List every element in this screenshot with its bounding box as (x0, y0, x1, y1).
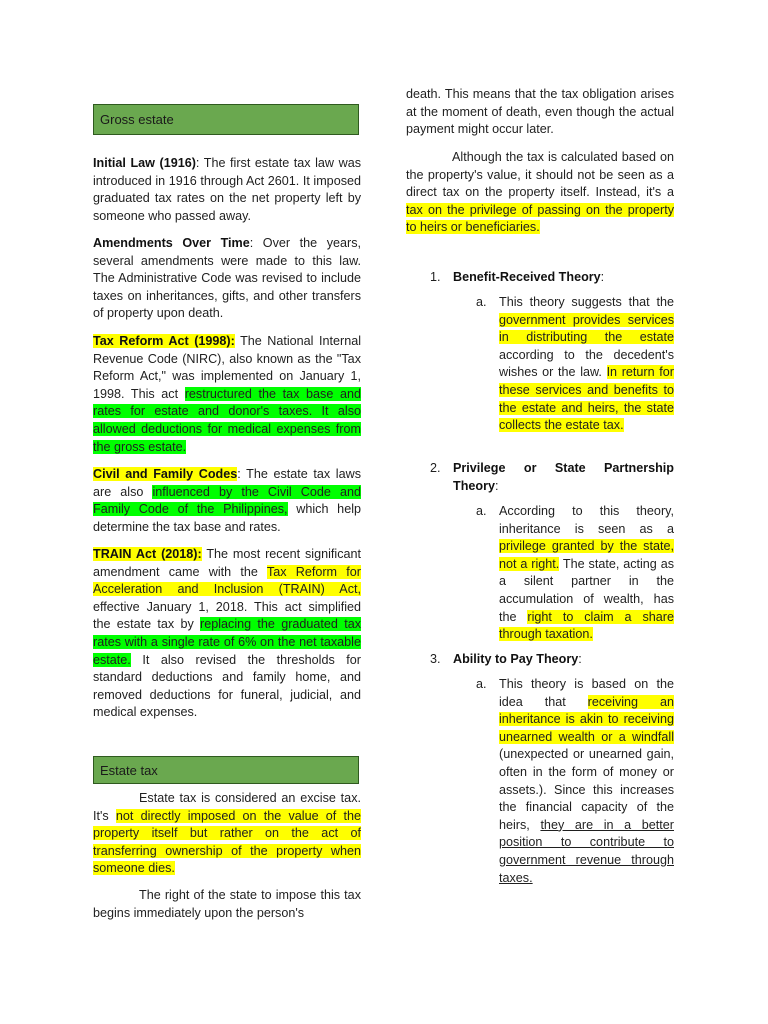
although-highlight: tax on the privilege of passing on the property to heirs or beneficiaries. (406, 202, 674, 235)
sub2-text-2: The state, acting as a silent partner in the accumulation of wealth, has the (499, 556, 674, 624)
initial-law-paragraph (93, 155, 361, 225)
civil-family-codes-paragraph (93, 466, 361, 536)
tax-reform-act-label: Tax Reform Act (1998): (93, 334, 235, 348)
ability-to-pay-title: Ability to Pay Theory (453, 652, 579, 666)
sub3-text: This theory is based on the idea that (499, 677, 674, 709)
amendments-text: : Over the years, several amendments were made to this law. The Administrative Code was revised to include taxes on inheritances, gifts, and other transfers of property upon death. (93, 236, 361, 321)
sub2-text: According to this theory, inheritance is seen as a (499, 504, 674, 536)
sub1-text: This theory suggests that the (499, 295, 674, 309)
sub3-highlight: receiving an inheritance is akin to receiving unearned wealth or a windfall (499, 694, 674, 744)
sub-list-letter: a. (476, 504, 487, 518)
colon: : (578, 652, 582, 666)
estate-tax-heading: Estate tax (93, 756, 359, 784)
civil-family-codes-highlight: influenced by the Civil Code and Family Code of the Philippines, (93, 484, 361, 517)
initial-law-text: : The first estate tax law was introduced in 1916 through Act 2601. It imposed graduated tax rates on the net property left by someone who passed away. (93, 156, 361, 223)
right-of-state-text: The right of the state to impose this tax begins immediately upon the person's (93, 888, 361, 920)
continuation-text: death. This means that the tax obligation arises at the moment of death, even though the actual payment might occur later. (406, 87, 674, 137)
sub1-highlight-2: In return for these services and benefits to the estate and heirs, the state collects the estate tax. (499, 365, 674, 433)
train-act-text: The most recent significant amendment came with the (93, 547, 362, 579)
colon: : (495, 478, 499, 493)
although-paragraph (406, 149, 674, 237)
civil-family-codes-text: : The estate tax laws are also (93, 467, 361, 499)
tax-reform-act-paragraph (93, 333, 361, 456)
privilege-theory-title: Privilege or State Partnership Theory (453, 461, 674, 493)
train-act-label: TRAIN Act (2018): (93, 547, 202, 561)
list-item-title (453, 269, 674, 287)
train-act-highlight: Tax Reform for Acceleration and Inclusion (TRAIN) Act, (93, 564, 361, 597)
estate-tax-highlight: not directly imposed on the value of the property itself but rather on the act of transferring ownership of the property when someone dies. (93, 808, 362, 876)
list-number: 2. (430, 461, 441, 475)
gross-estate-heading: Gross estate (93, 104, 359, 135)
although-text: Although the tax is calculated based on the property's value, it should not be seen as a direct tax on the property itself. Instead, it's a (406, 150, 674, 200)
sub-list-letter: a. (476, 677, 487, 691)
tax-reform-act-highlight: restructured the tax base and rates for estate and donor's taxes. It also allowed deductions for medical expenses from the gross estate. (93, 386, 361, 454)
list-number: 3. (430, 652, 441, 666)
benefit-received-text (499, 294, 674, 435)
benefit-received-title: Benefit-Received Theory (453, 270, 601, 284)
continuation-paragraph (406, 86, 674, 139)
tax-reform-act-text: The National Internal Revenue Code (NIRC), also known as the "Tax Reform Act," was implemented on January 1, 1998. This act (93, 334, 361, 401)
initial-law-label: Initial Law (1916) (93, 156, 196, 170)
sub-list-letter: a. (476, 295, 487, 309)
ability-to-pay-text (499, 676, 674, 887)
civil-family-codes-text-2: which help determine the tax base and rates. (93, 502, 361, 534)
estate-tax-paragraph (93, 790, 361, 878)
sub3-underline: they are in a better position to contribute to government revenue through taxes. (499, 817, 674, 885)
train-act-paragraph (93, 546, 361, 722)
sub2-highlight-2: right to claim a share through taxation. (499, 609, 674, 642)
list-item-title (453, 460, 674, 495)
train-act-text-2: effective January 1, 2018. This act simplified the estate tax by (93, 599, 361, 632)
list-number: 1. (430, 270, 441, 284)
civil-family-codes-label: Civil and Family Codes (93, 467, 238, 481)
privilege-theory-text (499, 503, 674, 644)
list-item-title (453, 651, 674, 669)
sub1-highlight: government provides services in distributing the estate (499, 312, 674, 345)
amendments-paragraph (93, 235, 361, 323)
sub1-text-2: according to the decedent's wishes or the law. (499, 347, 674, 380)
train-act-highlight-2: replacing the graduated tax rates with a single rate of 6% on the net taxable estate. (93, 617, 361, 667)
estate-tax-text: Estate tax is considered an excise tax. It's (93, 791, 361, 823)
sub3-text-2: (unexpected or unearned gain, often in the form of money or assets.). Since this increases the financial capacity of the heirs, (499, 747, 674, 832)
amendments-label: Amendments Over Time (93, 236, 250, 250)
right-of-state-paragraph (93, 887, 361, 922)
colon: : (600, 270, 605, 284)
train-act-text-3: It also revised the thresholds for standard deductions and family home, and removed deductions for funeral, judicial, and medical expenses. (93, 652, 361, 720)
sub2-highlight: privilege granted by the state, not a right. (499, 539, 674, 571)
